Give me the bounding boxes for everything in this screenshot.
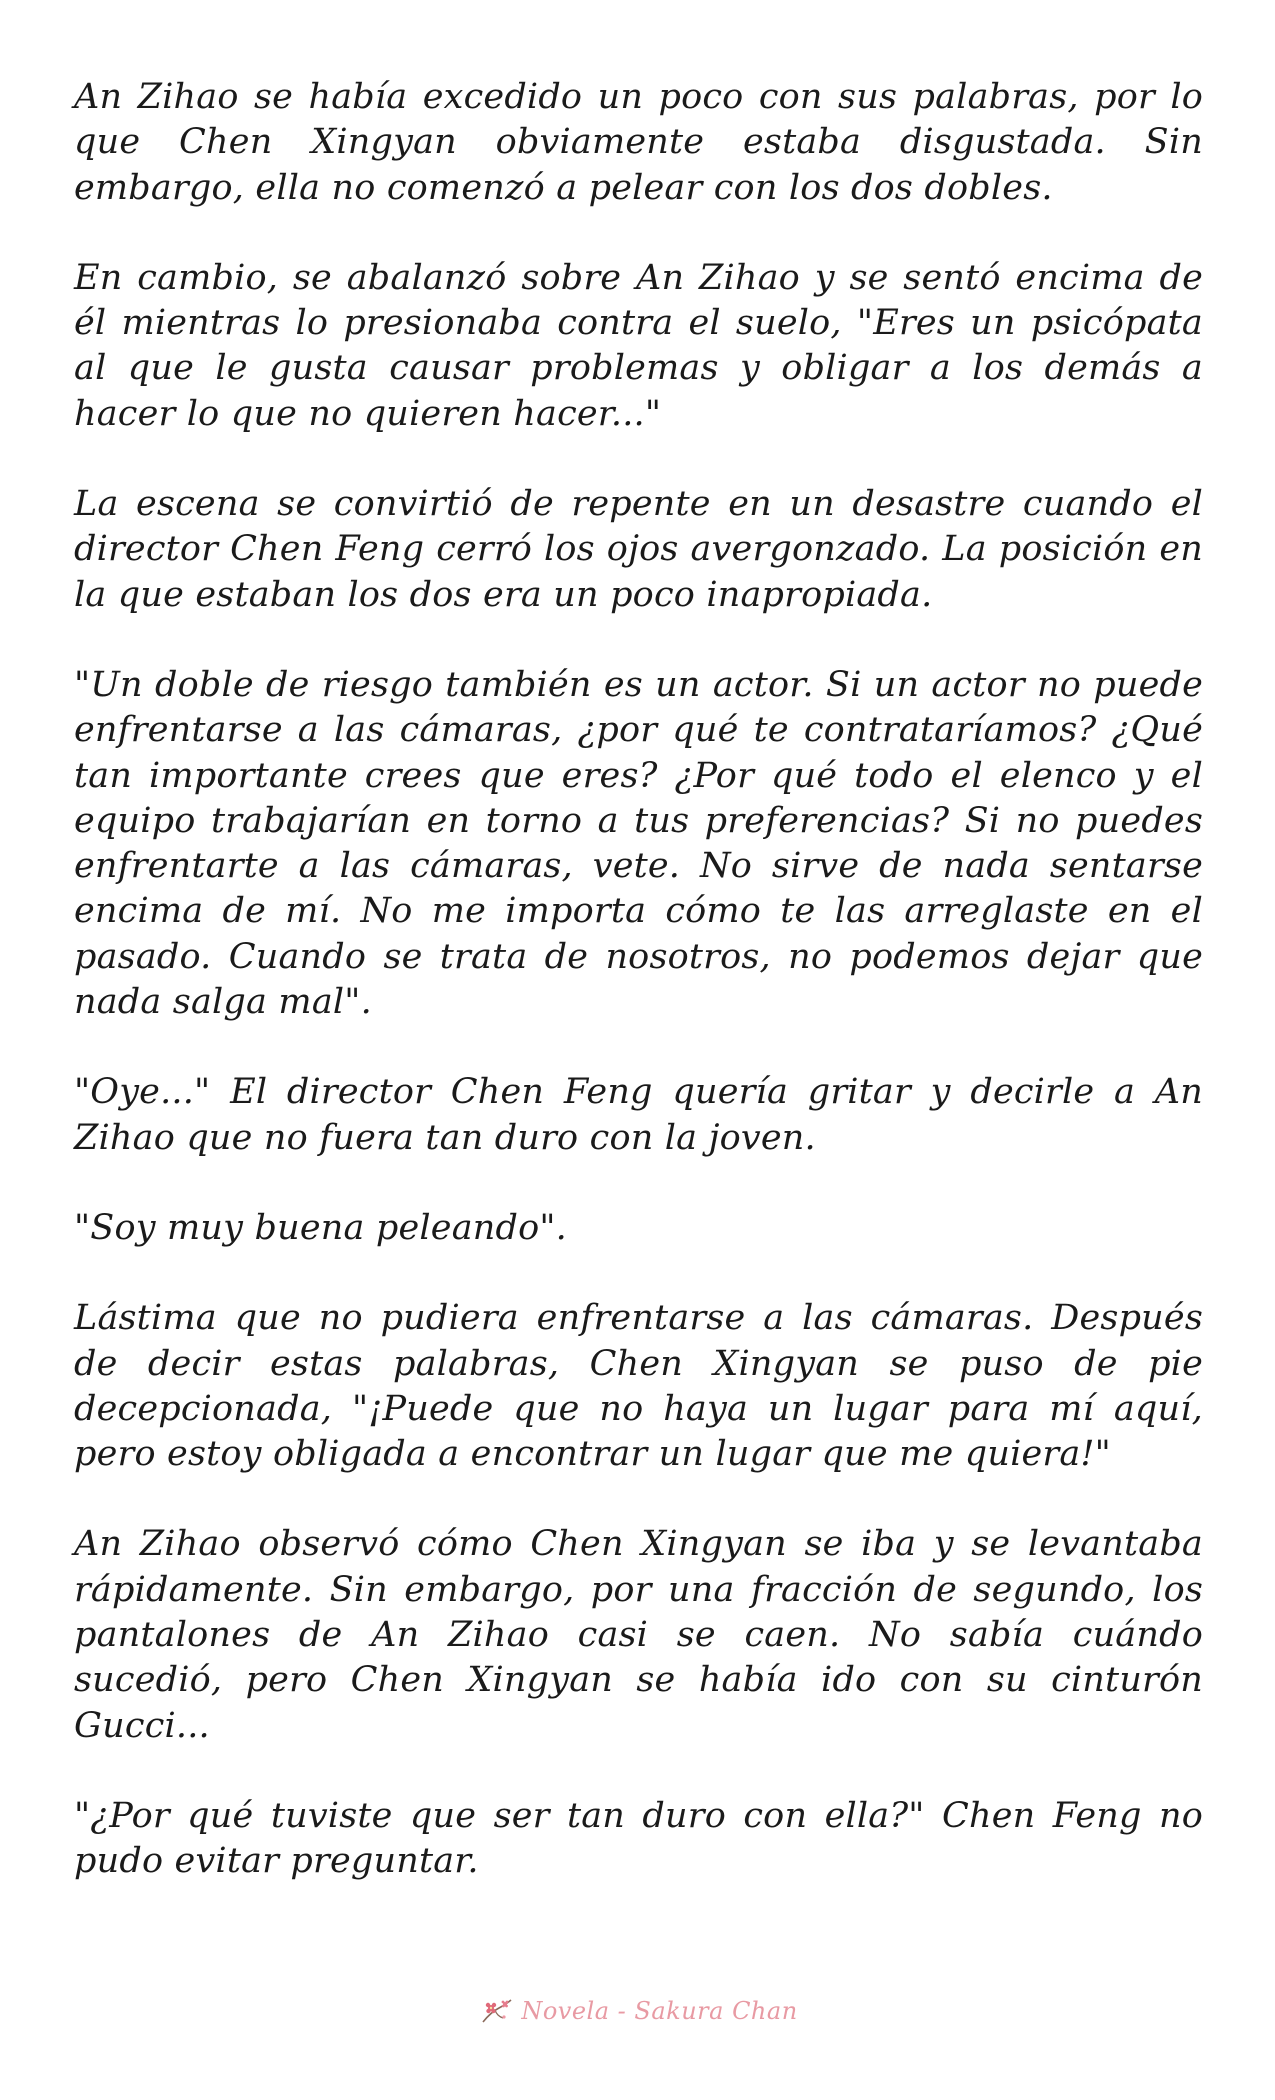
paragraph: An Zihao se había excedido un poco con sus palabras, por lo que Chen Xingyan obviamente estaba disgustada. Sin embargo, ella no comenzó a pelear con los dos dobles. xyxy=(74,77,1203,208)
paragraph: "¿Por qué tuviste que ser tan duro con ella?" Chen Feng no pudo evitar preguntar. xyxy=(74,1795,1203,1882)
sakura-flower-icon xyxy=(477,1996,515,2026)
paragraph: "Oye..." El director Chen Feng quería gritar y decirle a An Zihao que no fuera tan duro con la joven. xyxy=(74,1072,1203,1158)
paragraph: En cambio, se abalanzó sobre An Zihao y se sentó encima de él mientras lo presionaba contra el suelo, "Eres un psicópata al que le gusta causar problemas y obligar a los demás a hacer lo que no quieren hacer..." xyxy=(74,257,1203,434)
paragraph: Lástima que no pudiera enfrentarse a las cámaras. Después de decir estas palabras, Chen Xingyan se puso de pie decepcionada, "¡Puede que no haya un lugar para mí aquí, pero estoy obligada a encontrar un lugar que me quiera!" xyxy=(74,1298,1203,1475)
paragraph: "Un doble de riesgo también es un actor. Si un actor no puede enfrentarse a las cámaras, ¿por qué te contrataríamos? ¿Qué tan importante crees que eres? ¿Por qué todo el elenco y el equipo trabajarían en torno a tus preferencias? Si no puedes enfrentarte a las cámaras, vete. No sirve de nada sentarse encima de mí. No me importa cómo te las arreglaste en el pasado. Cuando se trata de nosotros, no podemos dejar que nada salga mal". xyxy=(74,664,1203,1023)
paragraph: "Soy muy buena peleando". xyxy=(74,1207,568,1248)
paragraph: An Zihao observó cómo Chen Xingyan se iba y se levantaba rápidamente. Sin embargo, por una fracción de segundo, los pantalones de An Zihao casi se caen. No sabía cuándo sucedió, pero Chen Xingyan se había ido con su cinturón Gucci... xyxy=(74,1524,1203,1746)
document-body xyxy=(74,75,1203,1885)
watermark-text: Novela - Sakura Chan xyxy=(521,1997,798,2025)
paragraph: La escena se convirtió de repente en un desastre cuando el director Chen Feng cerró los ojos avergonzado. La posición en la que estaban los dos era un poco inapropiada. xyxy=(74,484,1203,615)
watermark xyxy=(0,1996,1275,2026)
